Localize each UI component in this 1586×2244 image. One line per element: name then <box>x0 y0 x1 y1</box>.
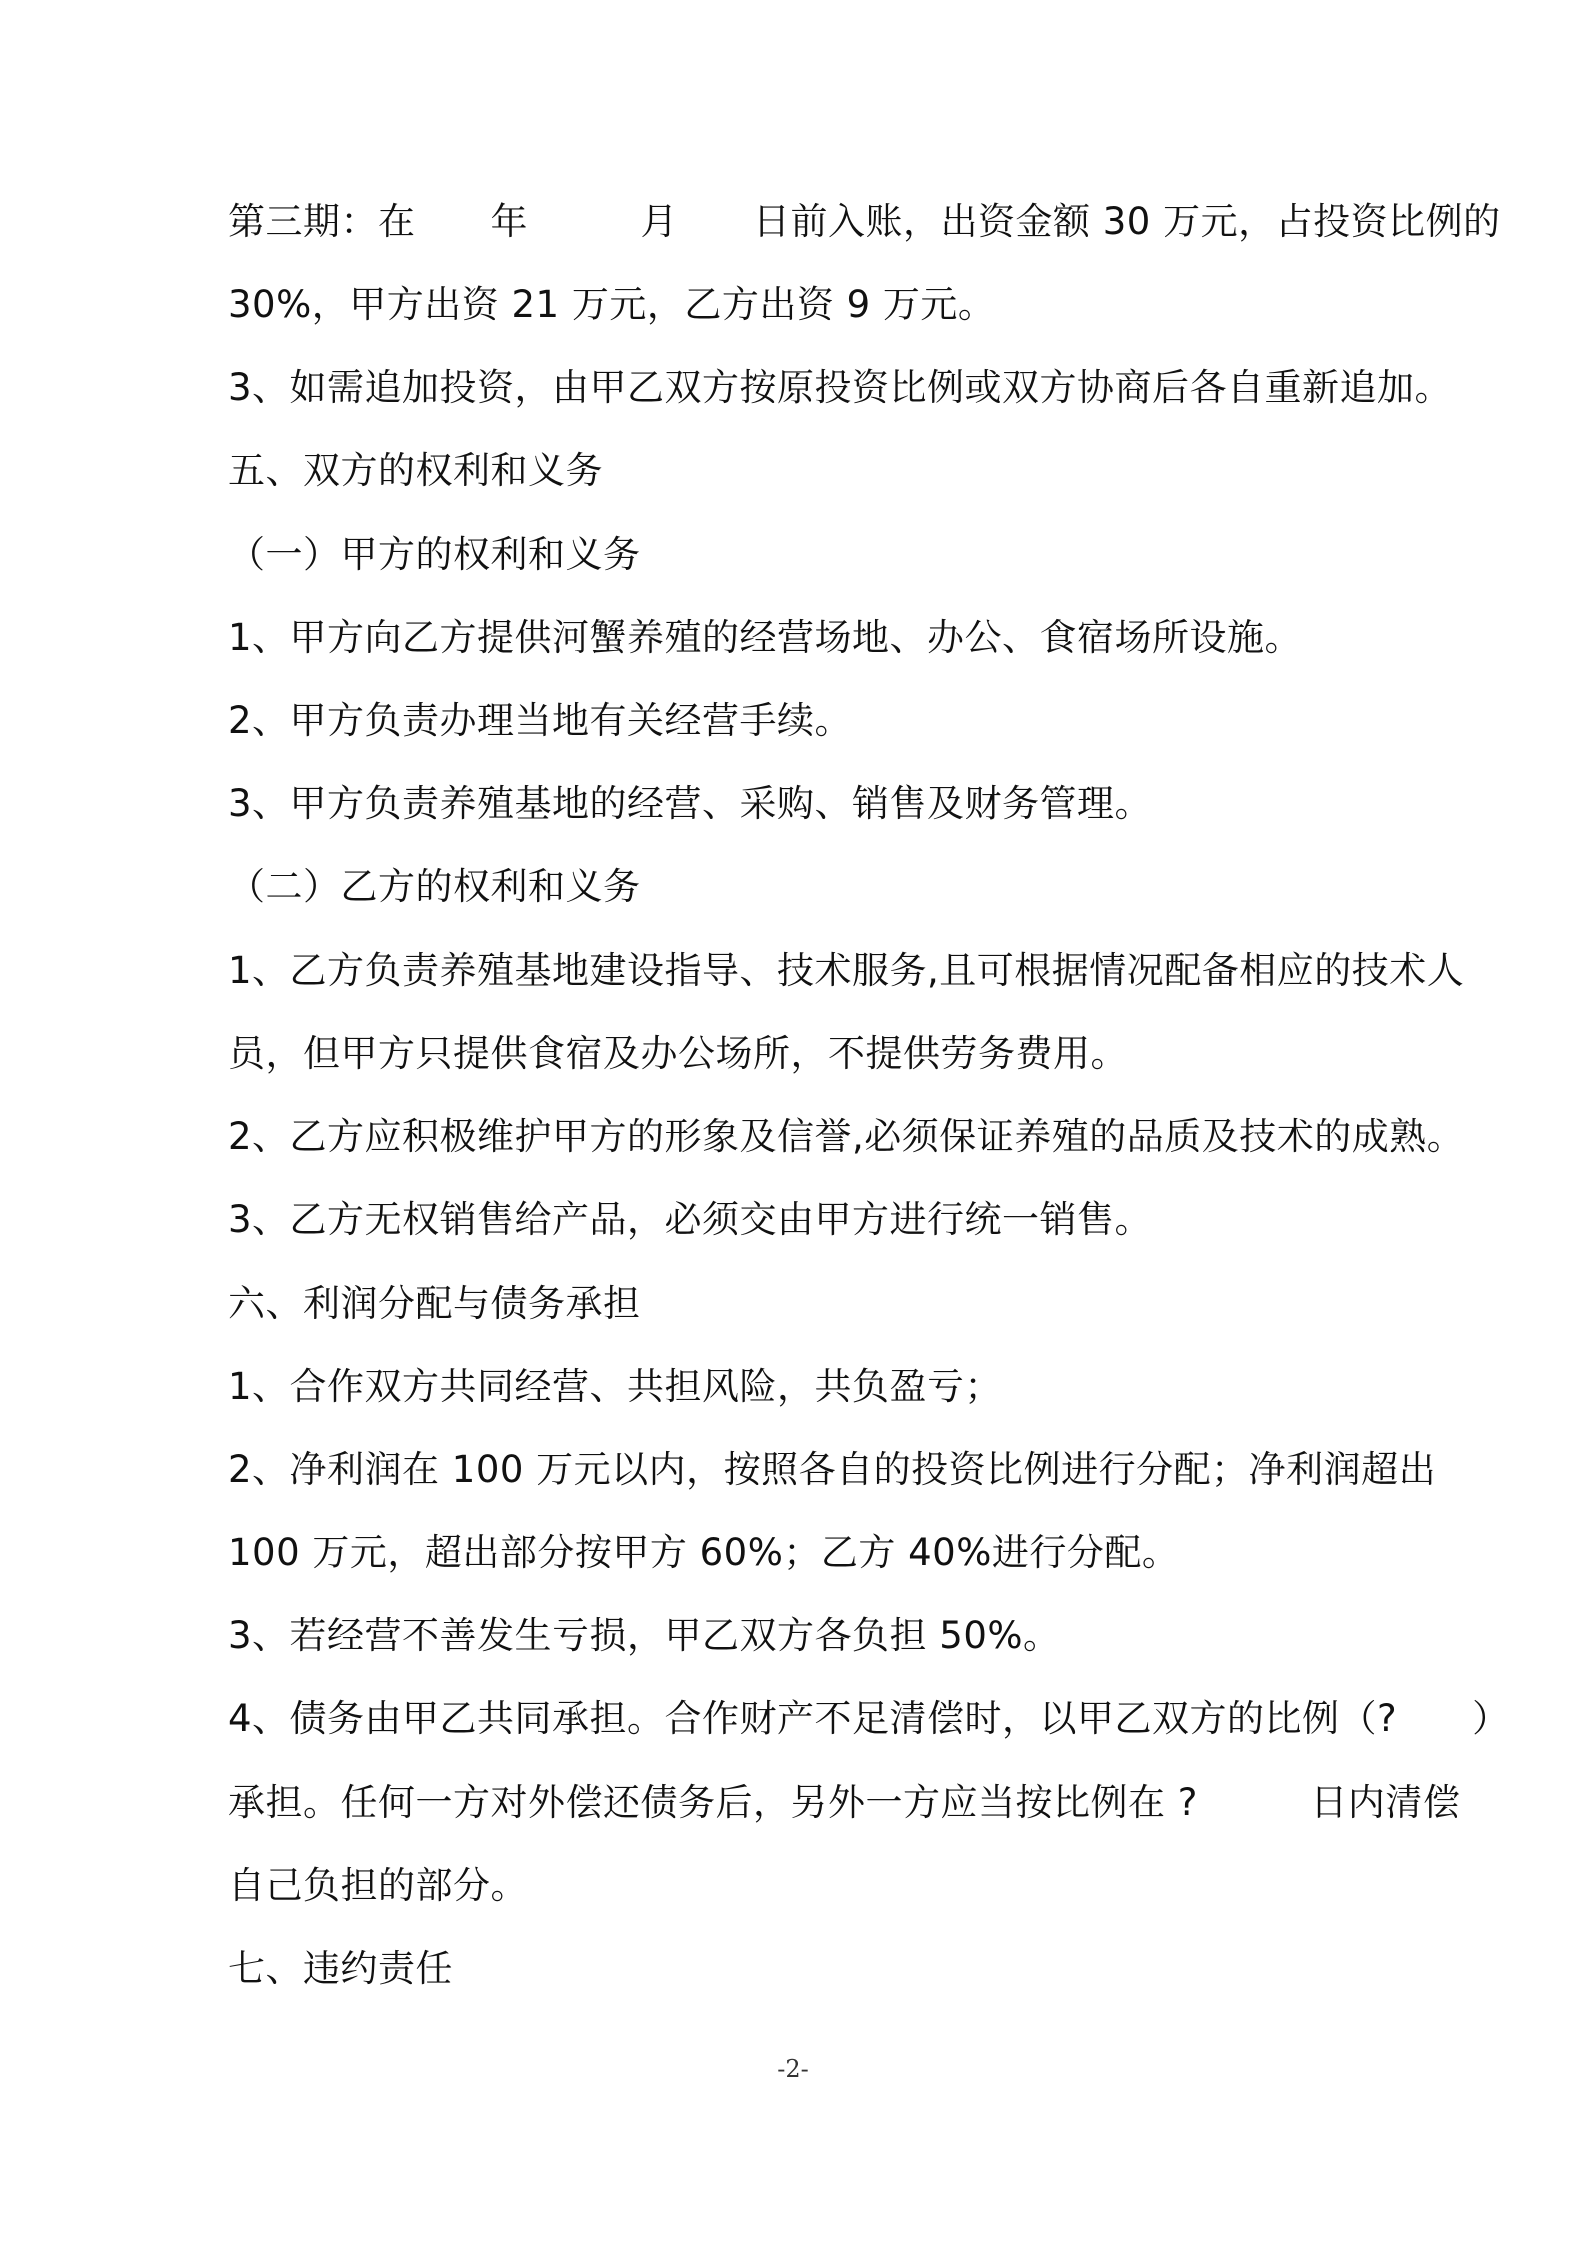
text-line: 2、甲方负责办理当地有关经营手续。 <box>228 699 853 742</box>
text-line: 3、乙方无权销售给产品，必须交由甲方进行统一销售。 <box>228 1198 1153 1241</box>
section-heading: 五、双方的权利和义务 <box>228 449 603 492</box>
subsection-heading: （二）乙方的权利和义务 <box>228 865 641 908</box>
text-line: 2、净利润在 100 万元以内，按照各自的投资比例进行分配；净利润超出 <box>228 1448 1437 1491</box>
section-heading: 六、利润分配与债务承担 <box>228 1282 641 1325</box>
text-line: 100 万元，超出部分按甲方 60%；乙方 40%进行分配。 <box>228 1531 1180 1574</box>
page-number: -2- <box>777 2055 809 2083</box>
text-line: 1、乙方负责养殖基地建设指导、技术服务,且可根据情况配备相应的技术人 <box>228 949 1465 992</box>
text-line: 3、若经营不善发生亏损，甲乙双方各负担 50%。 <box>228 1614 1061 1657</box>
text-line: 30%，甲方出资 21 万元，乙方出资 9 万元。 <box>228 283 996 326</box>
text-line: 1、合作双方共同经营、共担风险，共负盈亏； <box>228 1365 1003 1408</box>
text-line: 自己负担的部分。 <box>228 1864 528 1907</box>
text-line: 员，但甲方只提供食宿及办公场所，不提供劳务费用。 <box>228 1032 1128 1075</box>
text-line: 2、乙方应积极维护甲方的形象及信誉,必须保证养殖的品质及技术的成熟。 <box>228 1115 1465 1158</box>
text-line: 承担。任何一方对外偿还债务后，另外一方应当按比例在 ? 日内清偿 <box>228 1781 1461 1824</box>
text-line: 4、债务由甲乙共同承担。合作财产不足清偿时，以甲乙双方的比例（? ） <box>228 1697 1510 1740</box>
text-line: 1、甲方向乙方提供河蟹养殖的经营场地、办公、食宿场所设施。 <box>228 616 1303 659</box>
text-line: 3、如需追加投资，由甲乙双方按原投资比例或双方协商后各自重新追加。 <box>228 366 1453 409</box>
text-line: 第三期：在 年 月 日前入账，出资金额 30 万元，占投资比例的 <box>228 200 1501 243</box>
section-heading: 七、违约责任 <box>228 1947 453 1990</box>
text-line: 3、甲方负责养殖基地的经营、采购、销售及财务管理。 <box>228 782 1153 825</box>
subsection-heading: （一）甲方的权利和义务 <box>228 533 641 576</box>
